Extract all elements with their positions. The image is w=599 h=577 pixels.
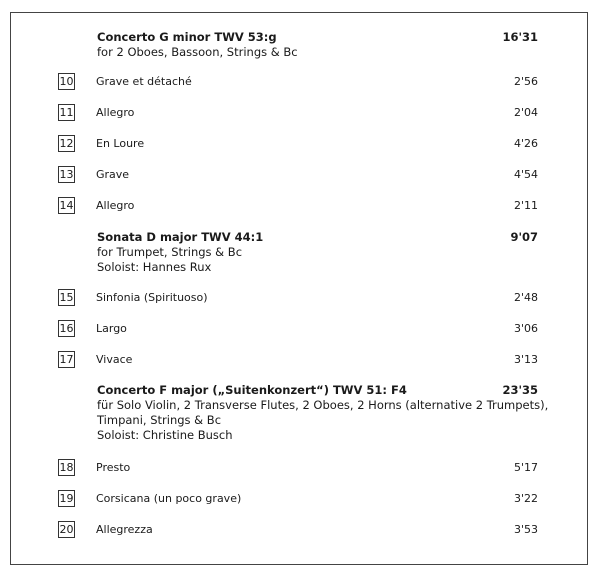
track-row[interactable]	[0, 459, 599, 477]
work-title: Concerto F major („Suitenkonzert“) TWV 51: F4	[97, 383, 407, 397]
track-title: Presto	[96, 461, 131, 474]
work-header	[97, 383, 548, 443]
track-title: Grave	[96, 168, 130, 181]
work-soloist: Soloist: Hannes Rux	[97, 260, 212, 274]
work-duration: 16'31	[502, 30, 538, 44]
track-row[interactable]	[0, 351, 599, 369]
track-row[interactable]	[0, 135, 599, 153]
track-number: 13	[59, 168, 74, 181]
track-number: 12	[59, 137, 74, 150]
track-row[interactable]	[0, 197, 599, 215]
track-number: 17	[59, 353, 74, 366]
track-title: Largo	[96, 322, 127, 335]
track-number: 20	[59, 523, 74, 536]
track-row[interactable]	[0, 521, 599, 539]
work-duration: 23'35	[502, 383, 538, 397]
track-row[interactable]	[0, 73, 599, 91]
track-duration: 4'54	[513, 168, 538, 181]
work-subtitle: for 2 Oboes, Bassoon, Strings & Bc	[97, 45, 298, 59]
track-row[interactable]	[0, 166, 599, 184]
track-title: Allegro	[96, 106, 135, 119]
track-number: 18	[59, 461, 74, 474]
track-title: Vivace	[96, 353, 133, 366]
track-duration: 3'53	[513, 523, 538, 536]
work-header	[97, 230, 263, 275]
track-title: En Loure	[96, 137, 145, 150]
track-title: Allegro	[96, 199, 135, 212]
track-duration: 2'56	[513, 75, 538, 88]
track-number: 19	[59, 492, 74, 505]
work-subtitle-continued: Timpani, Strings & Bc	[97, 413, 222, 427]
track-duration: 3'22	[513, 492, 538, 505]
work-soloist: Soloist: Christine Busch	[97, 428, 233, 442]
track-duration: 4'26	[513, 137, 538, 150]
track-row[interactable]	[0, 490, 599, 508]
track-duration: 3'13	[513, 353, 538, 366]
track-duration: 3'06	[513, 322, 538, 335]
track-title: Grave et détaché	[96, 75, 192, 88]
work-title: Sonata D major TWV 44:1	[97, 230, 264, 244]
track-duration: 2'48	[513, 291, 538, 304]
work-subtitle: for Trumpet, Strings & Bc	[97, 245, 243, 259]
track-number: 11	[59, 106, 74, 119]
track-number: 15	[59, 291, 74, 304]
work-subtitle: für Solo Violin, 2 Transverse Flutes, 2 Oboes, 2 Horns (alternative 2 Trumpets),	[97, 398, 549, 412]
track-number: 16	[59, 322, 74, 335]
track-row[interactable]	[0, 320, 599, 338]
track-number: 14	[59, 199, 74, 212]
track-row[interactable]	[0, 104, 599, 122]
work-title: Concerto G minor TWV 53:g	[97, 30, 277, 44]
track-title: Allegrezza	[96, 523, 153, 536]
track-duration: 2'11	[513, 199, 538, 212]
work-duration: 9'07	[510, 230, 538, 244]
track-duration: 2'04	[513, 106, 538, 119]
track-title: Sinfonia (Spirituoso)	[96, 291, 208, 304]
track-duration: 5'17	[513, 461, 538, 474]
track-number: 10	[59, 75, 74, 88]
track-title: Corsicana (un poco grave)	[96, 492, 242, 505]
track-row[interactable]	[0, 289, 599, 307]
work-header	[97, 30, 298, 60]
